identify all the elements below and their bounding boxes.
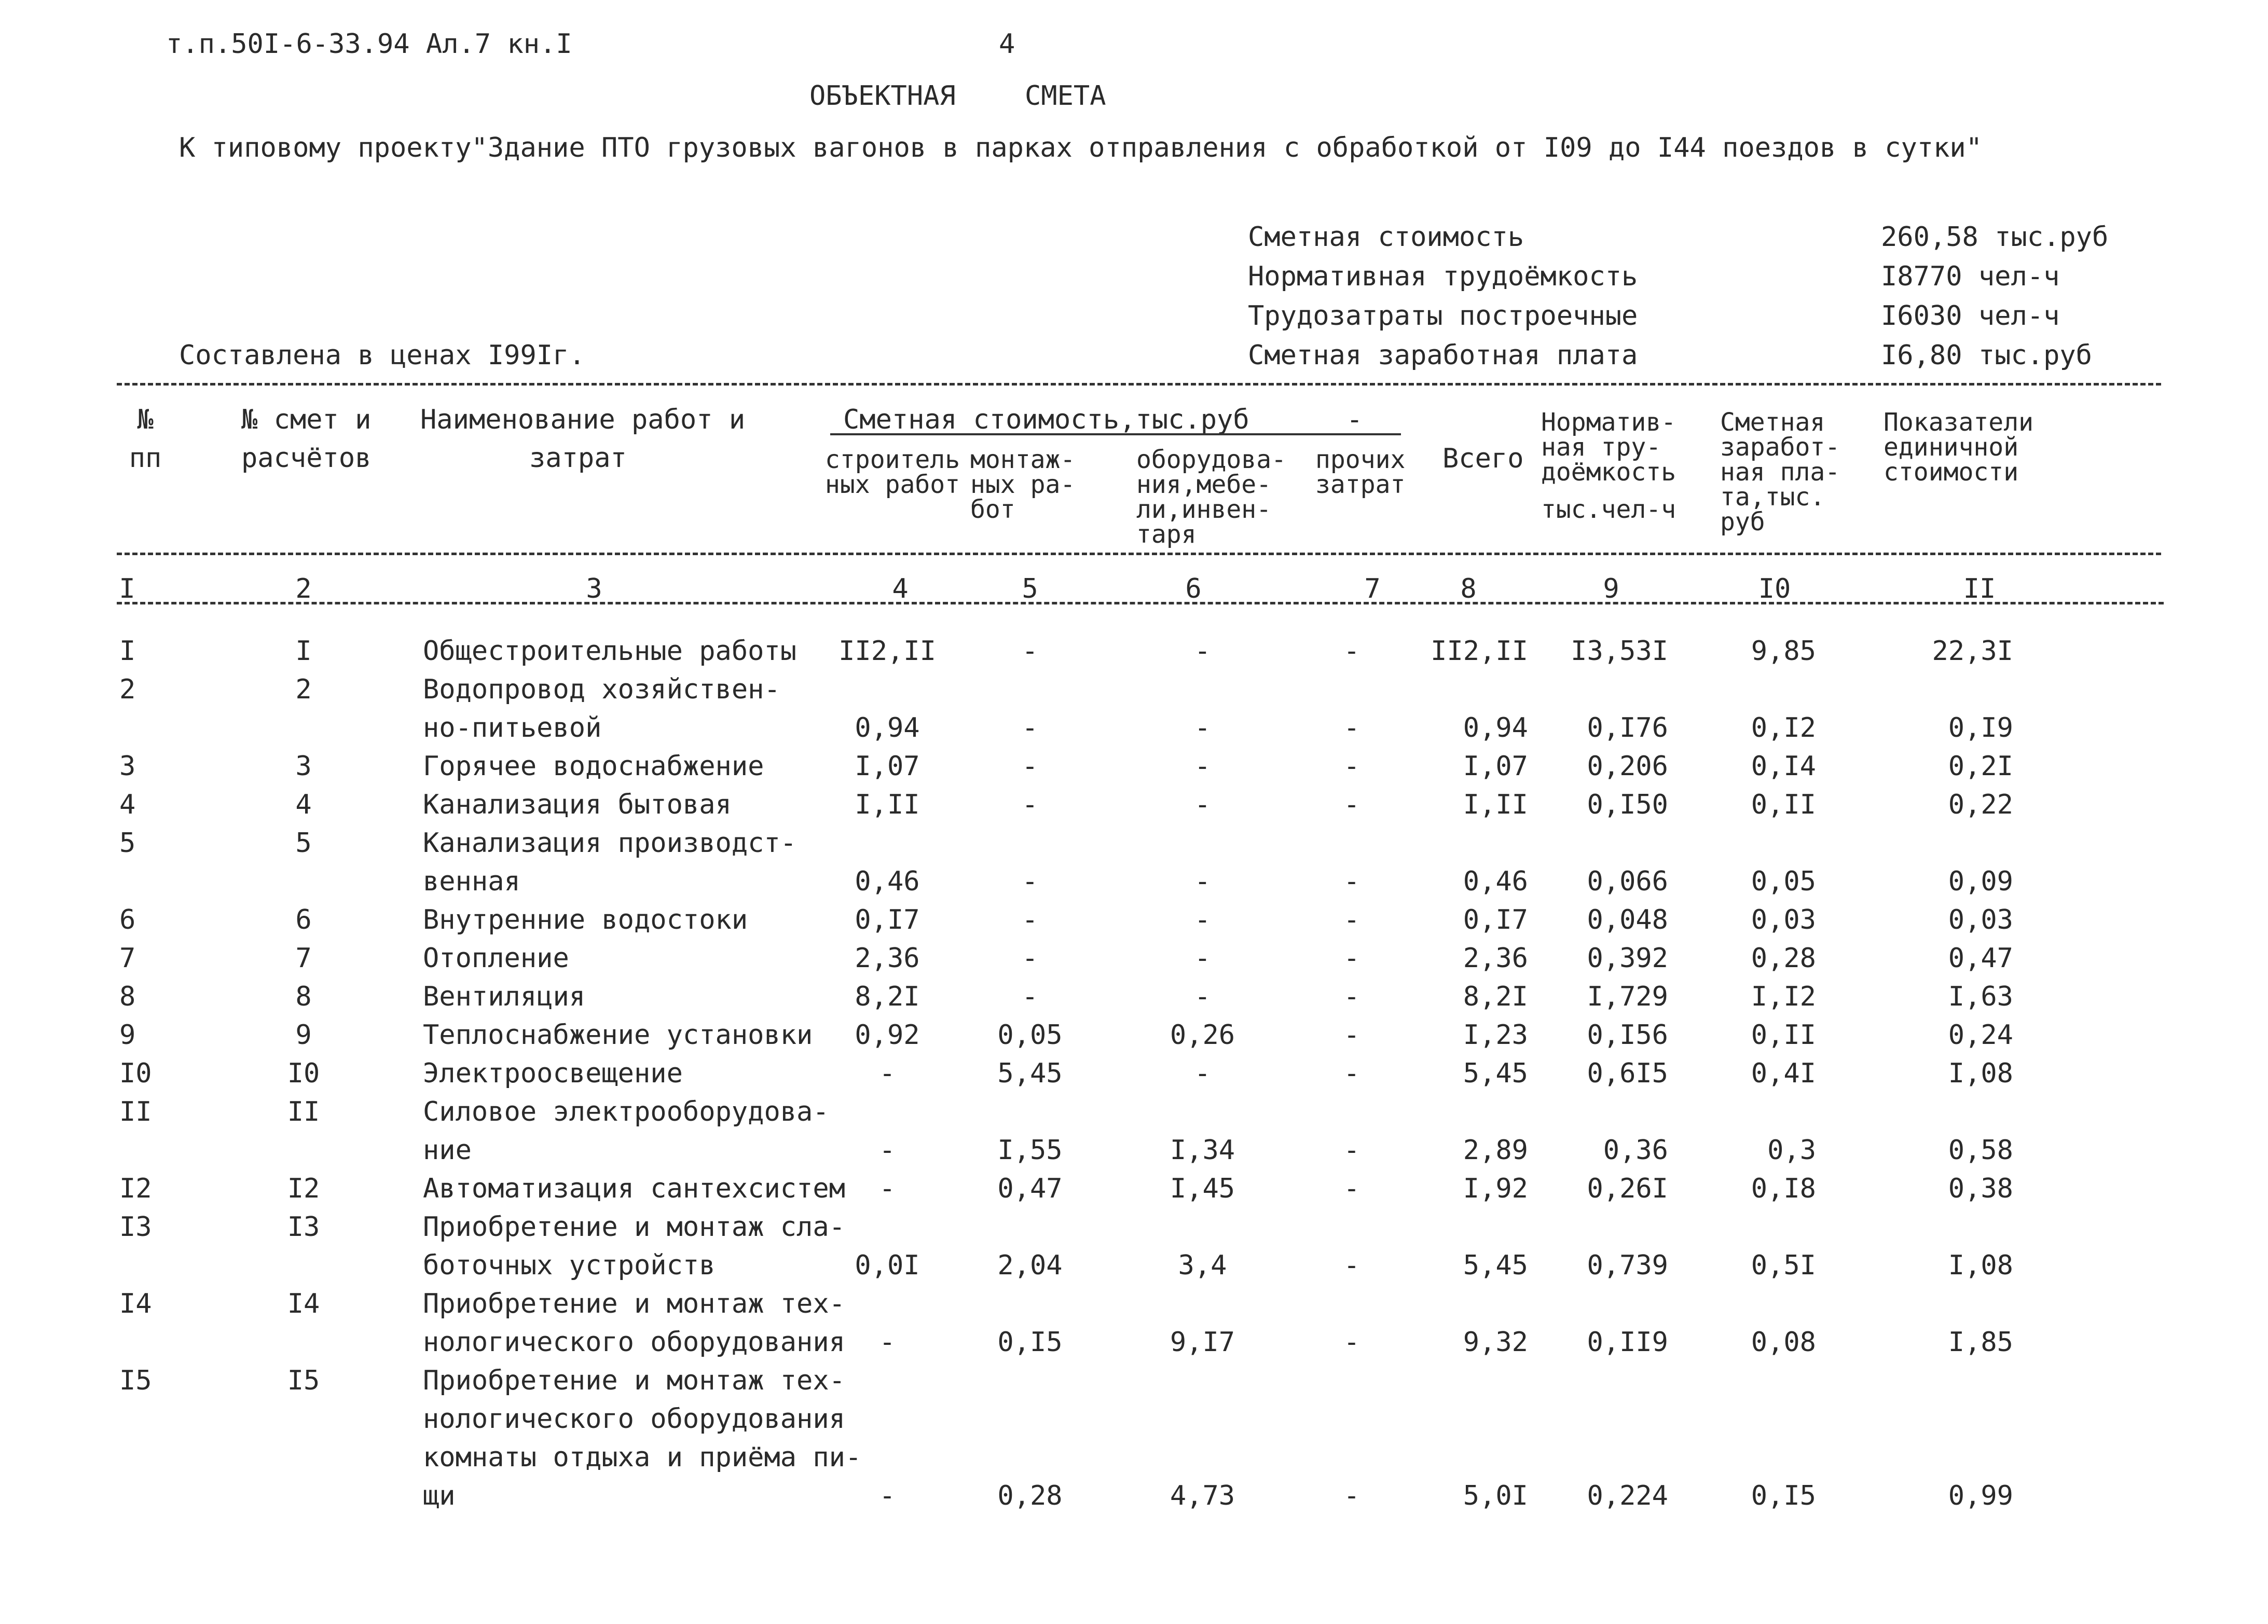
value-cell: 0,I76 xyxy=(1587,712,1668,744)
value-cell: - xyxy=(1022,751,1038,782)
value-cell: - xyxy=(1343,1480,1360,1511)
row-number: I4 xyxy=(119,1288,152,1319)
col-6-header xyxy=(1136,447,1286,547)
col-7-header xyxy=(1315,447,1405,497)
value-cell: 0,739 xyxy=(1587,1250,1668,1281)
work-name: Автоматизация сантехсистем xyxy=(423,1173,845,1204)
value-cell: I,729 xyxy=(1587,981,1668,1012)
value-cell: I,II xyxy=(1463,789,1528,820)
prices-note: Составлена в ценах I99Iг. xyxy=(179,340,585,371)
value-cell: 0,I7 xyxy=(1463,904,1528,935)
value-cell: 0,I7 xyxy=(855,904,920,935)
value-cell: I,23 xyxy=(1463,1020,1528,1051)
value-cell: 8,2I xyxy=(855,981,920,1012)
value-cell: 9,I7 xyxy=(1170,1327,1235,1358)
header-line: затрат xyxy=(529,443,627,474)
estimate-number: I3 xyxy=(287,1212,320,1243)
header-line: Сметная xyxy=(1720,408,1825,437)
value-cell: 0,206 xyxy=(1587,751,1668,782)
header-line: таря xyxy=(1136,520,1197,549)
title-left: ОБЪЕКТНАЯ xyxy=(809,80,956,112)
value-cell: - xyxy=(1022,981,1038,1012)
row-number: I0 xyxy=(119,1058,152,1089)
value-cell: - xyxy=(1343,866,1360,897)
column-number: II xyxy=(1963,573,1996,604)
value-cell: 2,04 xyxy=(997,1250,1063,1281)
work-name: Приобретение и монтаж тех- xyxy=(423,1288,845,1319)
value-cell: - xyxy=(1343,904,1360,935)
column-number: 5 xyxy=(1022,573,1038,604)
value-cell: 5,45 xyxy=(1463,1250,1528,1281)
value-cell: 0,2I xyxy=(1948,751,2013,782)
value-cell: 0,I5 xyxy=(1751,1480,1816,1511)
value-cell: 3,4 xyxy=(1178,1250,1227,1281)
value-cell: 0,08 xyxy=(1751,1327,1816,1358)
value-cell: II2,II xyxy=(839,636,936,667)
row-number: II xyxy=(119,1096,152,1127)
value-cell: 4,73 xyxy=(1170,1480,1235,1511)
column-number: 4 xyxy=(892,573,909,604)
header-line: № xyxy=(137,404,154,435)
work-name: Приобретение и монтаж тех- xyxy=(423,1365,845,1396)
cost-group-header: Сметная стоимость,тыс.руб xyxy=(843,404,1249,435)
value-cell: - xyxy=(1022,904,1038,935)
header-line: ная тру- xyxy=(1541,433,1661,462)
value-cell: - xyxy=(879,1135,896,1166)
value-cell: I,II xyxy=(855,789,920,820)
value-cell: - xyxy=(879,1058,896,1089)
value-cell: - xyxy=(879,1173,896,1204)
value-cell: 9,85 xyxy=(1751,636,1816,667)
work-name: нологического оборудования xyxy=(423,1327,845,1358)
work-name: венная xyxy=(423,866,520,897)
value-cell: - xyxy=(1343,1135,1360,1166)
header-line: доёмкость xyxy=(1541,458,1676,487)
column-number: I xyxy=(119,573,135,604)
work-name: нологического оборудования xyxy=(423,1403,845,1435)
value-cell: 0,I2 xyxy=(1751,712,1816,744)
value-cell: 0,94 xyxy=(855,712,920,744)
value-cell: 0,392 xyxy=(1587,943,1668,974)
work-name: Канализация бытовая xyxy=(423,789,732,820)
value-cell: - xyxy=(1022,866,1038,897)
value-cell: - xyxy=(879,1480,896,1511)
value-cell: - xyxy=(1194,981,1211,1012)
value-cell: 22,3I xyxy=(1932,636,2013,667)
value-cell: II2,II xyxy=(1431,636,1528,667)
header-line: прочих xyxy=(1315,445,1406,474)
estimate-number: 5 xyxy=(295,828,312,859)
value-cell: 9,32 xyxy=(1463,1327,1528,1358)
value-cell: 0,28 xyxy=(997,1480,1063,1511)
row-number: I5 xyxy=(119,1365,152,1396)
column-number: 6 xyxy=(1185,573,1202,604)
header-bottom-rule xyxy=(117,553,2161,555)
work-name: Теплоснабжение установки xyxy=(423,1020,813,1051)
header-line: единичной xyxy=(1884,433,2019,462)
column-number: 9 xyxy=(1603,573,1619,604)
value-cell: 0,II xyxy=(1751,1020,1816,1051)
work-name: ние xyxy=(423,1135,472,1166)
cost-group-dash: - xyxy=(1346,404,1363,435)
value-cell: I,07 xyxy=(855,751,920,782)
summary-value: I6,80 тыс.руб xyxy=(1881,340,2092,371)
row-number: 2 xyxy=(119,674,136,705)
estimate-number: 4 xyxy=(295,789,312,820)
row-number: 5 xyxy=(119,828,136,859)
work-name: боточных устройств xyxy=(423,1250,716,1281)
value-cell: - xyxy=(1343,1020,1360,1051)
estimate-number: I5 xyxy=(287,1365,320,1396)
column-number-rule xyxy=(117,602,2164,604)
value-cell: 0,048 xyxy=(1587,904,1668,935)
value-cell: 0,05 xyxy=(1751,866,1816,897)
value-cell: 0,224 xyxy=(1587,1480,1668,1511)
col-5-header xyxy=(970,447,1075,522)
header-line: затрат xyxy=(1315,470,1406,499)
value-cell: I,08 xyxy=(1948,1058,2013,1089)
header-line: руб xyxy=(1720,507,1765,536)
value-cell: 2,36 xyxy=(1463,943,1528,974)
value-cell: - xyxy=(1022,636,1038,667)
header-line: та,тыс. xyxy=(1720,483,1825,512)
header-line: ных работ xyxy=(825,470,960,499)
work-name: Общестроительные работы xyxy=(423,636,797,667)
value-cell: I3,53I xyxy=(1571,636,1668,667)
estimate-number: 2 xyxy=(295,674,312,705)
value-cell: 5,45 xyxy=(1463,1058,1528,1089)
header-line: заработ- xyxy=(1720,433,1840,462)
work-name: Водопровод хозяйствен- xyxy=(423,674,780,705)
value-cell: 0,I4 xyxy=(1751,751,1816,782)
value-cell: - xyxy=(1022,789,1038,820)
value-cell: 0,09 xyxy=(1948,866,2013,897)
header-line: Норматив- xyxy=(1541,408,1676,437)
estimate-number: I4 xyxy=(287,1288,320,1319)
work-name: Отопление xyxy=(423,943,569,974)
value-cell: - xyxy=(1343,981,1360,1012)
column-number: 2 xyxy=(295,573,312,604)
value-cell: - xyxy=(1194,1058,1211,1089)
value-cell: 0,II xyxy=(1751,789,1816,820)
header-line: тыс.чел-ч xyxy=(1541,495,1676,524)
row-number: 4 xyxy=(119,789,136,820)
header-line: расчётов xyxy=(241,443,372,474)
value-cell: 5,45 xyxy=(997,1058,1063,1089)
value-cell: 0,0I xyxy=(855,1250,920,1281)
work-name: комнаты отдыха и приёма пи- xyxy=(423,1442,862,1473)
value-cell: I,85 xyxy=(1948,1327,2013,1358)
value-cell: I,45 xyxy=(1170,1173,1235,1204)
value-cell: 0,94 xyxy=(1463,712,1528,744)
value-cell: - xyxy=(1194,712,1211,744)
value-cell: 0,5I xyxy=(1751,1250,1816,1281)
header-line: ных ра- xyxy=(970,470,1076,499)
cost-group-underline xyxy=(830,433,1401,435)
value-cell: - xyxy=(1022,712,1038,744)
work-name: Приобретение и монтаж сла- xyxy=(423,1212,845,1243)
column-number: 7 xyxy=(1364,573,1381,604)
value-cell: 0,4I xyxy=(1751,1058,1816,1089)
row-number: 6 xyxy=(119,904,136,935)
value-cell: 0,26I xyxy=(1587,1173,1668,1204)
table-top-rule xyxy=(117,383,2161,386)
header-line: Показатели xyxy=(1884,408,2033,437)
header-line: Наименование работ и xyxy=(420,404,746,435)
value-cell: - xyxy=(1343,1173,1360,1204)
work-name: Электроосвещение xyxy=(423,1058,683,1089)
value-cell: 0,58 xyxy=(1948,1135,2013,1166)
row-number: 9 xyxy=(119,1020,136,1051)
value-cell: 0,36 xyxy=(1603,1135,1668,1166)
value-cell: 0,46 xyxy=(855,866,920,897)
column-number: 8 xyxy=(1460,573,1477,604)
value-cell: 0,I9 xyxy=(1948,712,2013,744)
estimate-number: I0 xyxy=(287,1058,320,1089)
value-cell: I,92 xyxy=(1463,1173,1528,1204)
estimate-number: 7 xyxy=(295,943,312,974)
value-cell: 2,89 xyxy=(1463,1135,1528,1166)
title-right: СМЕТА xyxy=(1025,80,1106,112)
value-cell: 5,0I xyxy=(1463,1480,1528,1511)
value-cell: - xyxy=(1194,904,1211,935)
summary-label: Нормативная трудоёмкость xyxy=(1248,261,1638,292)
subtitle: К типовому проекту"Здание ПТО грузовых вагонов в парках отправления с обработкой от I09 до I44 поездов в сутки" xyxy=(179,132,1983,163)
work-name: Внутренние водостоки xyxy=(423,904,748,935)
col-11-header xyxy=(1884,410,2033,485)
summary-label: Сметная заработная плата xyxy=(1248,340,1638,371)
row-number: 8 xyxy=(119,981,136,1012)
value-cell: - xyxy=(1022,943,1038,974)
estimate-number: 8 xyxy=(295,981,312,1012)
value-cell: 0,99 xyxy=(1948,1480,2013,1511)
value-cell: I,55 xyxy=(997,1135,1063,1166)
work-name: Горячее водоснабжение xyxy=(423,751,764,782)
estimate-number: I2 xyxy=(287,1173,320,1204)
work-name: Вентиляция xyxy=(423,981,586,1012)
value-cell: I,I2 xyxy=(1751,981,1816,1012)
value-cell: 0,I56 xyxy=(1587,1020,1668,1051)
estimate-number: 6 xyxy=(295,904,312,935)
value-cell: 0,47 xyxy=(1948,943,2013,974)
row-number: I3 xyxy=(119,1212,152,1243)
work-name: щи xyxy=(423,1480,456,1511)
value-cell: - xyxy=(1343,943,1360,974)
estimate-number: 9 xyxy=(295,1020,312,1051)
value-cell: 0,6I5 xyxy=(1587,1058,1668,1089)
col-10-header xyxy=(1720,410,1840,534)
value-cell: 2,36 xyxy=(855,943,920,974)
header-line: оборудова- xyxy=(1136,445,1286,474)
value-cell: 0,I50 xyxy=(1587,789,1668,820)
value-cell: I,63 xyxy=(1948,981,2013,1012)
value-cell: - xyxy=(879,1327,896,1358)
value-cell: 0,46 xyxy=(1463,866,1528,897)
document-reference: т.п.50I-6-33.94 Ал.7 кн.I xyxy=(166,29,572,60)
value-cell: 0,92 xyxy=(855,1020,920,1051)
work-name: Силовое электрооборудова- xyxy=(423,1096,829,1127)
summary-label: Сметная стоимость xyxy=(1248,222,1524,253)
work-name: но-питьевой xyxy=(423,712,602,744)
estimate-number: I xyxy=(295,636,312,667)
summary-value: I6030 чел-ч xyxy=(1881,300,2060,332)
summary-value: I8770 чел-ч xyxy=(1881,261,2060,292)
column-number: 3 xyxy=(586,573,602,604)
value-cell: I,34 xyxy=(1170,1135,1235,1166)
header-line: ли,инвен- xyxy=(1136,495,1272,524)
value-cell: - xyxy=(1343,636,1360,667)
value-cell: - xyxy=(1343,1250,1360,1281)
value-cell: 0,03 xyxy=(1948,904,2013,935)
header-line: ная пла- xyxy=(1720,458,1840,487)
header-line: строитель xyxy=(825,445,960,474)
value-cell: - xyxy=(1343,1058,1360,1089)
value-cell: 0,066 xyxy=(1587,866,1668,897)
summary-label: Трудозатраты построечные xyxy=(1248,300,1638,332)
row-number: I2 xyxy=(119,1173,152,1204)
col-9-header xyxy=(1541,410,1676,522)
value-cell: 0,I8 xyxy=(1751,1173,1816,1204)
col-4-header xyxy=(825,447,960,497)
value-cell: - xyxy=(1194,636,1211,667)
value-cell: - xyxy=(1194,943,1211,974)
value-cell: 0,I5 xyxy=(997,1327,1063,1358)
header-line: монтаж- xyxy=(970,445,1076,474)
value-cell: - xyxy=(1343,751,1360,782)
value-cell: I,08 xyxy=(1948,1250,2013,1281)
row-number: 7 xyxy=(119,943,136,974)
value-cell: - xyxy=(1343,712,1360,744)
header-line: бот xyxy=(970,495,1015,524)
value-cell: - xyxy=(1194,866,1211,897)
value-cell: 0,03 xyxy=(1751,904,1816,935)
col-1-header xyxy=(117,406,174,472)
col-3-header xyxy=(420,406,745,472)
value-cell: 0,38 xyxy=(1948,1173,2013,1204)
value-cell: 0,3 xyxy=(1767,1135,1816,1166)
work-name: Канализация производст- xyxy=(423,828,797,859)
col-2-header xyxy=(241,406,371,472)
value-cell: 0,24 xyxy=(1948,1020,2013,1051)
header-line: ния,мебе- xyxy=(1136,470,1272,499)
page-number: 4 xyxy=(999,29,1015,60)
value-cell: - xyxy=(1194,789,1211,820)
header-line: пп xyxy=(129,443,162,474)
column-number: I0 xyxy=(1758,573,1791,604)
col-8-header: Всего xyxy=(1442,443,1524,474)
value-cell: - xyxy=(1343,1327,1360,1358)
row-number: 3 xyxy=(119,751,136,782)
estimate-number: 3 xyxy=(295,751,312,782)
value-cell: 0,II9 xyxy=(1587,1327,1668,1358)
summary-value: 260,58 тыс.руб xyxy=(1881,222,2109,253)
header-line: № смет и xyxy=(241,404,372,435)
value-cell: 8,2I xyxy=(1463,981,1528,1012)
row-number: I xyxy=(119,636,136,667)
value-cell: 0,05 xyxy=(997,1020,1063,1051)
header-line: стоимости xyxy=(1884,458,2019,487)
estimate-number: II xyxy=(287,1096,320,1127)
value-cell: 0,47 xyxy=(997,1173,1063,1204)
value-cell: 0,28 xyxy=(1751,943,1816,974)
value-cell: 0,22 xyxy=(1948,789,2013,820)
value-cell: I,07 xyxy=(1463,751,1528,782)
value-cell: - xyxy=(1194,751,1211,782)
value-cell: 0,26 xyxy=(1170,1020,1235,1051)
value-cell: - xyxy=(1343,789,1360,820)
